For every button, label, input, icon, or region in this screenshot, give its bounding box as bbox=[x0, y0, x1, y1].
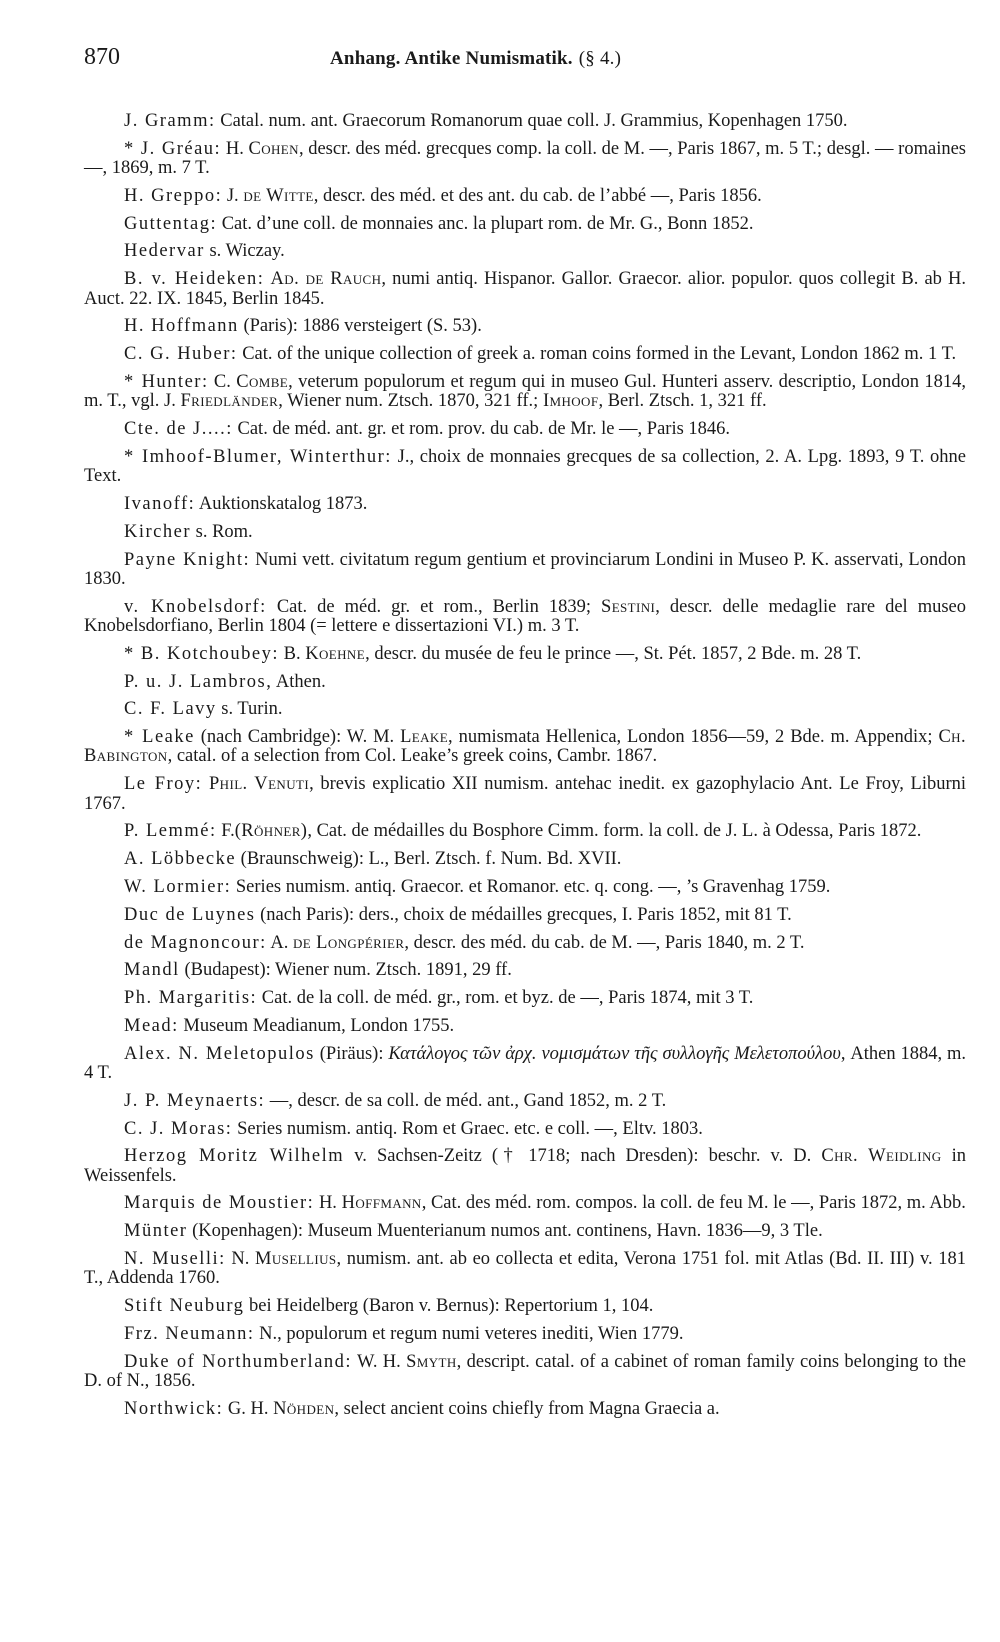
entry-text: C. bbox=[208, 371, 237, 392]
entry-heading: Kircher bbox=[124, 521, 191, 542]
entry-text: Catal. num. ant. Graecorum Romanorum quae coll. J. Grammius, Kopenhagen 1750. bbox=[215, 111, 848, 131]
entry-heading: Mandl bbox=[124, 960, 180, 981]
entry-text: , Berl. Ztsch. 1, 321 ff. bbox=[598, 391, 767, 412]
entry-text: B. bbox=[279, 643, 306, 664]
entry-text: , descript. catal. of a cabinet of roman family coins belonging to the D. of N., 1856. bbox=[84, 1351, 966, 1392]
catalogue-entry bbox=[84, 1092, 966, 1111]
catalogue-entry bbox=[84, 345, 966, 364]
entry-text: , veterum populorum et regum qui in museo Gul. Hunteri asserv. descriptio, London 1814, m. T., vgl. J. bbox=[84, 371, 967, 412]
entry-heading: Alex. N. Meletopulos bbox=[124, 1043, 315, 1064]
catalogue-entries bbox=[84, 112, 966, 1419]
entry-text: A. bbox=[266, 932, 293, 953]
entry-text: (Budapest): Wiener num. Ztsch. 1891, 29 ff. bbox=[179, 960, 512, 981]
entry-text: , Athen 1884, m. 4 T. bbox=[84, 1043, 966, 1083]
catalogue-entry bbox=[84, 673, 966, 692]
catalogue-entry bbox=[84, 1400, 966, 1419]
entry-author: de Longpérier bbox=[292, 932, 405, 953]
catalogue-entry bbox=[84, 850, 966, 869]
entry-text: J. bbox=[222, 185, 244, 206]
entry-text: Auktionskatalog 1873. bbox=[195, 493, 368, 514]
entry-heading: Cte. de J....: bbox=[124, 419, 233, 440]
entry-text: Cat. de la coll. de méd. gr., rom. et byz. de —, Paris 1874, mit 3 T. bbox=[257, 988, 754, 1009]
section-mark: (§ 4.) bbox=[578, 48, 622, 69]
entry-author: Leake bbox=[400, 727, 449, 748]
entry-author: Friedländer bbox=[180, 391, 279, 412]
entry-text: Museum Meadianum, London 1755. bbox=[178, 1015, 455, 1036]
entry-author: Ad. de Rauch bbox=[270, 269, 382, 290]
entry-author: (Röhner) bbox=[234, 821, 308, 842]
entry-text: F. bbox=[216, 821, 235, 842]
entry-text: (nach Paris): ders., choix de médailles grecques, I. Paris 1852, mit 81 T. bbox=[255, 904, 792, 925]
catalogue-entry bbox=[84, 242, 966, 261]
entry-heading: Mead: bbox=[124, 1015, 179, 1036]
entry-text: , descr. des méd. grecques comp. la coll. de M. —, Paris 1867, m. 5 T.; desgl. — romaines —, 1869, m. 7 T. bbox=[84, 138, 966, 179]
entry-heading: Ivanoff: bbox=[124, 493, 196, 514]
entry-text: bei Heidelberg (Baron v. Bernus): Repertorium 1, 104. bbox=[244, 1296, 654, 1317]
entry-heading: Ph. Margaritis: bbox=[124, 988, 258, 1009]
catalogue-entry bbox=[84, 775, 966, 814]
entry-text: in Weissenfels. bbox=[84, 1146, 967, 1186]
entry-heading: H. Greppo: bbox=[124, 185, 223, 206]
entry-heading: C. F. Lavy bbox=[124, 699, 217, 720]
entry-author: Phil. Venuti bbox=[208, 774, 310, 795]
entry-text: G. H. bbox=[223, 1398, 274, 1419]
entry-heading: v. Knobelsdorf: bbox=[124, 596, 267, 617]
entry-author: Chr. Weidling bbox=[821, 1146, 942, 1167]
entry-heading: Northwick: bbox=[124, 1398, 224, 1419]
entry-heading: Payne Knight: bbox=[124, 549, 251, 570]
entry-heading: Duc de Luynes bbox=[124, 904, 256, 925]
entry-text: Numi vett. civitatum regum gentium et provinciarum Londini in Museo P. K. asservati, London 1830. bbox=[84, 549, 966, 589]
entry-author: de Witte bbox=[243, 185, 314, 206]
page-number: 870 bbox=[84, 44, 120, 70]
entry-heading: Le Froy: bbox=[124, 774, 203, 795]
catalogue-entry bbox=[84, 1353, 966, 1392]
catalogue-entry bbox=[84, 961, 966, 980]
entry-author: Smyth bbox=[406, 1351, 457, 1372]
catalogue-entry bbox=[84, 420, 966, 439]
entry-text: , descr. delle medaglie rare del museo Knobelsdorfiano, Berlin 1804 (= lettere e dissertazioni VI.) m. 3 T. bbox=[84, 596, 966, 636]
entry-text: H. bbox=[314, 1193, 342, 1214]
entry-text: Athen. bbox=[272, 671, 326, 692]
catalogue-entry bbox=[84, 215, 966, 234]
catalogue-entry bbox=[84, 934, 966, 953]
catalogue-entry bbox=[84, 1222, 966, 1241]
entry-text: (Braunschweig): L., Berl. Ztsch. f. Num. Bd. XVII. bbox=[236, 849, 622, 870]
entry-author: Imhoof bbox=[542, 391, 599, 412]
page-header bbox=[84, 34, 966, 74]
entry-author: Sestini bbox=[601, 596, 656, 617]
catalogue-entry bbox=[84, 728, 966, 767]
entry-text: , numi antiq. Hispanor. Gallor. Graecor. alior. populor. quos collegit B. ab H. Auct. 22. IX. 1845, Berlin 1845. bbox=[84, 269, 967, 309]
entry-text: (Kopenhagen): Museum Muenterianum numos ant. continens, Havn. 1836—9, 3 Tle. bbox=[187, 1221, 823, 1242]
entry-text: N., populorum et regum numi veteres inediti, Wien 1779. bbox=[254, 1323, 684, 1344]
entry-heading: N. Muselli: bbox=[124, 1249, 226, 1270]
entry-text: H. bbox=[221, 138, 249, 159]
entry-text: —, descr. de sa coll. de méd. ant., Gand 1852, m. 2 T. bbox=[265, 1090, 667, 1111]
entry-text: , Cat. de médailles du Bosphore Cimm. form. la coll. de J. L. à Odessa, Paris 1872. bbox=[307, 821, 922, 842]
entry-heading: Frz. Neumann: bbox=[124, 1323, 255, 1344]
entry-text: , select ancient coins chiefly from Magna Graecia a. bbox=[334, 1398, 720, 1419]
entry-text: (Piräus): bbox=[314, 1043, 389, 1064]
catalogue-entry bbox=[84, 645, 966, 664]
catalogue-entry bbox=[84, 373, 966, 412]
entry-heading: Stift Neuburg bbox=[124, 1296, 245, 1317]
entry-heading: Duke of Northumberland: bbox=[124, 1351, 353, 1372]
entry-text: , descr. des méd. du cab. de M. —, Paris 1840, m. 2 T. bbox=[404, 932, 805, 953]
entry-text: , descr. du musée de feu le prince —, St. Pét. 1857, 2 Bde. m. 28 T. bbox=[365, 643, 862, 664]
entry-text: N. bbox=[225, 1249, 256, 1270]
entry-text: s. Wiczay. bbox=[204, 241, 285, 262]
entry-heading: P. Lemmé: bbox=[124, 821, 217, 842]
entry-text: (nach Cambridge): W. M. bbox=[194, 727, 401, 748]
catalogue-entry bbox=[84, 317, 966, 336]
entry-heading: * B. Kotchoubey: bbox=[124, 643, 280, 664]
running-title bbox=[330, 48, 621, 70]
entry-heading: J. Gramm: bbox=[124, 111, 216, 131]
catalogue-entry bbox=[84, 598, 966, 637]
entry-text: s. Turin. bbox=[216, 699, 283, 720]
catalogue-entry bbox=[84, 270, 966, 309]
entry-heading: Hedervar bbox=[124, 241, 205, 262]
entry-text: , descr. des méd. et des ant. du cab. de l’abbé —, Paris 1856. bbox=[313, 185, 762, 206]
catalogue-entry bbox=[84, 551, 966, 590]
catalogue-entry bbox=[84, 1120, 966, 1139]
catalogue-entry bbox=[84, 1194, 966, 1213]
entry-author: Koehne bbox=[305, 643, 366, 664]
running-title-text: Anhang. Antike Numismatik. bbox=[330, 48, 573, 69]
entry-text: Series numism. antiq. Graecor. et Romanor. etc. q. cong. —, ’s Gravenhag 1759. bbox=[231, 876, 831, 897]
entry-heading: * Leake bbox=[124, 727, 195, 748]
entry-text bbox=[202, 774, 209, 794]
entry-heading: B. v. Heideken: bbox=[124, 269, 265, 290]
entry-text: , brevis explicatio XII numism. antehac inedit. ex gazophylacio Ant. Le Froy, Liburni 1767. bbox=[84, 774, 967, 814]
entry-heading: H. Hoffmann bbox=[124, 316, 239, 337]
entry-heading: W. Lormier: bbox=[124, 876, 232, 897]
catalogue-entry bbox=[84, 495, 966, 514]
entry-author: Ch. Babington bbox=[84, 727, 966, 767]
entry-text: Series numism. antiq. Rom et Graec. etc. e coll. —, Eltv. 1803. bbox=[232, 1118, 703, 1139]
entry-text: s. Rom. bbox=[191, 521, 253, 542]
entry-author: Cohen bbox=[248, 138, 299, 159]
catalogue-entry bbox=[84, 140, 966, 179]
entry-author: Musellius bbox=[255, 1249, 337, 1270]
catalogue-entry bbox=[84, 989, 966, 1008]
entry-heading: C. J. Moras: bbox=[124, 1118, 233, 1139]
entry-text: , numism. ant. ab eo collecta et edita, Verona 1751 fol. mit Atlas (Bd. II. III) v. 181 T., Addenda 1760. bbox=[84, 1249, 966, 1289]
entry-author: Combe bbox=[236, 371, 289, 392]
catalogue-entry bbox=[84, 1147, 966, 1186]
entry-text: , catal. of a selection from Col. Leake’s greek coins, Cambr. 1867. bbox=[167, 746, 658, 767]
entry-heading: de Magnoncour: bbox=[124, 932, 267, 953]
entry-greek-title: Κατάλογος τῶν ἀρχ. νομισμάτων τῆς συλλογῆς Μελετοπούλου bbox=[388, 1043, 841, 1064]
entry-heading: Herzog Moritz Wilhelm bbox=[124, 1146, 345, 1167]
entry-heading: C. G. Huber: bbox=[124, 344, 238, 365]
entry-text: v. Sachsen-Zeitz († 1718; nach Dresden): beschr. v. D. bbox=[344, 1146, 822, 1167]
entry-text: , numismata Hellenica, London 1856—59, 2 Bde. m. Appendix; bbox=[448, 727, 939, 748]
entry-text: Cat. de méd. gr. et rom., Berlin 1839; bbox=[266, 596, 601, 617]
catalogue-entry bbox=[84, 1325, 966, 1344]
catalogue-entry bbox=[84, 1017, 966, 1036]
catalogue-entry bbox=[84, 448, 966, 487]
entry-heading: * Imhoof-Blumer, Winterthur: bbox=[124, 446, 392, 467]
entry-text: , Cat. des méd. rom. compos. la coll. de feu M. le —, Paris 1872, m. Abb. bbox=[421, 1193, 966, 1214]
entry-heading: Marquis de Moustier: bbox=[124, 1193, 315, 1214]
catalogue-entry bbox=[84, 1250, 966, 1289]
catalogue-entry bbox=[84, 906, 966, 925]
entry-text: Cat. de méd. ant. gr. et rom. prov. du cab. de Mr. le —, Paris 1846. bbox=[232, 419, 731, 440]
catalogue-entry bbox=[84, 878, 966, 897]
entry-heading: Guttentag: bbox=[124, 213, 218, 234]
catalogue-entry bbox=[84, 187, 966, 206]
entry-author: Nöhden bbox=[273, 1398, 335, 1419]
entry-heading: A. Löbbecke bbox=[124, 849, 237, 870]
entry-text: Cat. d’une coll. de monnaies anc. la plupart rom. de Mr. G., Bonn 1852. bbox=[217, 213, 754, 234]
catalogue-entry bbox=[84, 112, 966, 131]
entry-heading: P. u. J. Lambros, bbox=[124, 671, 273, 692]
entry-heading: Münter bbox=[124, 1221, 188, 1242]
catalogue-entry bbox=[84, 700, 966, 719]
catalogue-entry bbox=[84, 822, 966, 841]
entry-heading: * J. Gréau: bbox=[124, 138, 222, 159]
catalogue-entry bbox=[84, 523, 966, 542]
entry-text: W. H. bbox=[352, 1351, 407, 1372]
entry-heading: * Hunter: bbox=[124, 371, 209, 392]
catalogue-entry bbox=[84, 1045, 966, 1084]
catalogue-entry bbox=[84, 1297, 966, 1316]
entry-text: J., choix de monnaies grecques de sa collection, 2. A. Lpg. 1893, 9 T. ohne Text. bbox=[84, 446, 966, 487]
entry-text: Cat. of the unique collection of greek a. roman coins formed in the Levant, London 1862 m. 1 T. bbox=[237, 344, 957, 365]
entry-text: , Wiener num. Ztsch. 1870, 321 ff.; bbox=[278, 391, 543, 412]
entry-heading: J. P. Meynaerts: bbox=[124, 1090, 266, 1111]
entry-text: (Paris): 1886 versteigert (S. 53). bbox=[238, 316, 482, 337]
entry-author: Hoffmann bbox=[341, 1193, 422, 1214]
